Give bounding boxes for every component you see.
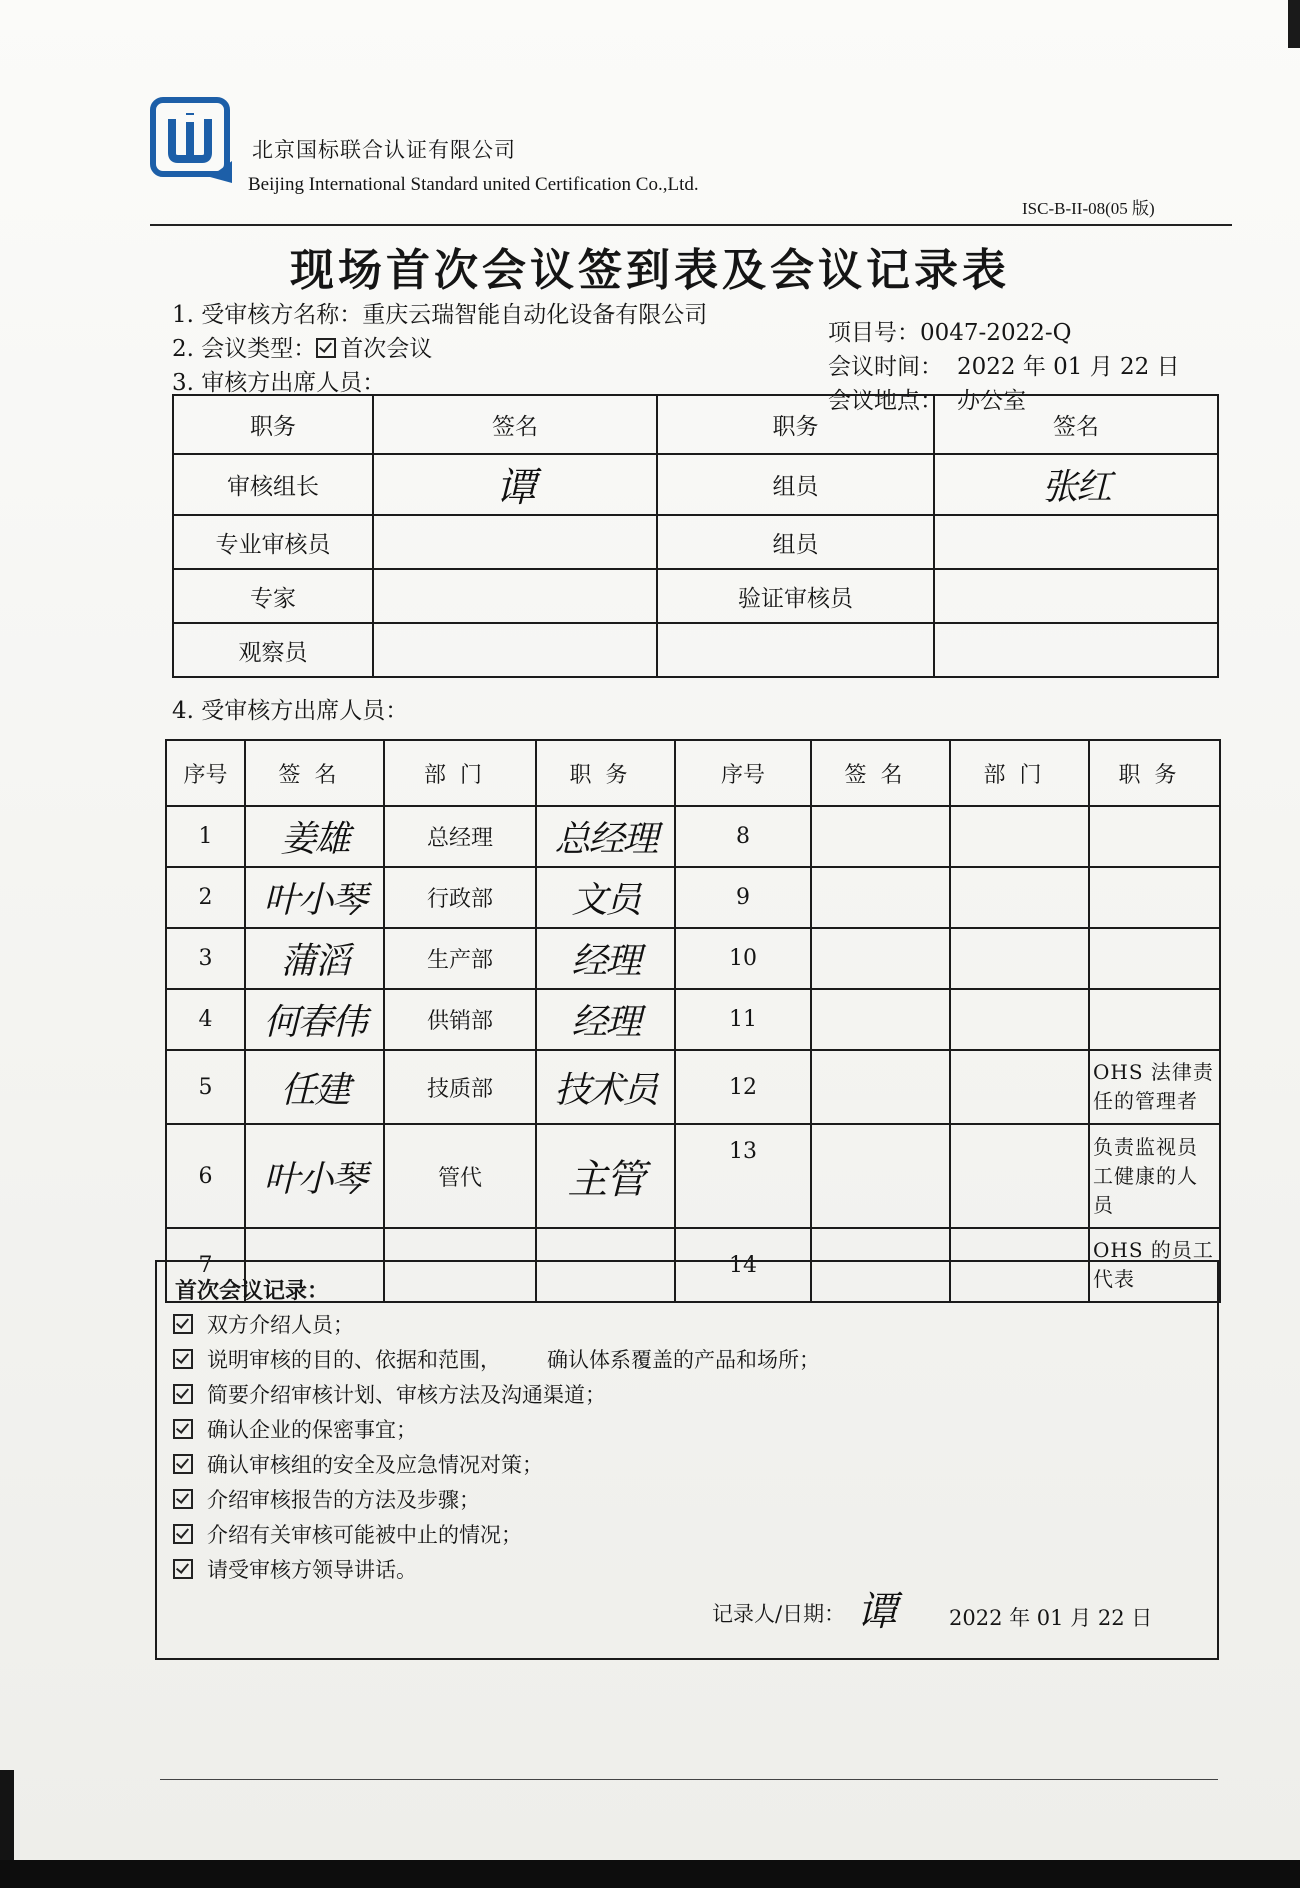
- scan-edge-mark: [0, 1860, 1300, 1888]
- row-number: 14: [675, 1228, 811, 1302]
- handwritten-signature: 叶小琴: [263, 880, 366, 921]
- project-number-line: [828, 314, 1071, 347]
- table-row: [166, 1050, 1220, 1124]
- checked-box-icon: [173, 1524, 193, 1544]
- position-cell: [536, 928, 675, 989]
- signature-cell: [811, 928, 950, 989]
- document-title: 现场首次会议签到表及会议记录表: [290, 245, 1010, 296]
- signature-cell: [245, 989, 384, 1050]
- checked-box-icon: [173, 1349, 193, 1369]
- list-item: [173, 1413, 820, 1448]
- minutes-checklist: [173, 1308, 820, 1588]
- checked-box-icon: [173, 1419, 193, 1439]
- position-cell: OHS 法律责任的管理者: [1089, 1050, 1220, 1124]
- row-number: 9: [675, 867, 811, 928]
- row-number: 7: [166, 1228, 245, 1302]
- checked-box-icon: [173, 1454, 193, 1474]
- role-cell: 组员: [657, 515, 934, 569]
- signature-cell: [373, 454, 657, 515]
- checklist-item-text: 介绍审核报告的方法及步骤；: [207, 1488, 480, 1512]
- row-number: 3: [166, 928, 245, 989]
- row-number: 1: [166, 806, 245, 867]
- department-cell: [950, 989, 1089, 1050]
- position-cell: [1089, 867, 1220, 928]
- header-cell: 职务: [1089, 740, 1220, 806]
- signature-cell: [373, 515, 657, 569]
- footer-divider: [160, 1779, 1218, 1780]
- role-cell: 审核组长: [173, 454, 373, 515]
- meeting-type-value: 首次会议: [340, 336, 433, 362]
- role-cell: 观察员: [173, 623, 373, 677]
- department-cell: 技质部: [384, 1050, 536, 1124]
- handwritten-signature: 张红: [1041, 467, 1110, 509]
- list-item: [173, 1518, 820, 1553]
- table-header-row: [173, 395, 1218, 454]
- checked-box-icon: [173, 1314, 193, 1334]
- list-item: [173, 1448, 820, 1483]
- recorder-label: 记录人/日期：: [712, 1602, 846, 1626]
- handwritten-position: 主管: [567, 1156, 644, 1203]
- department-cell: 管代: [384, 1124, 536, 1228]
- row-number: 6: [166, 1124, 245, 1228]
- header-cell: 职务: [173, 395, 373, 454]
- position-cell: [1089, 806, 1220, 867]
- checklist-item-text: 确认体系覆盖的产品和场所；: [547, 1348, 820, 1372]
- signature-cell: [934, 623, 1218, 677]
- handwritten-position: 文员: [571, 880, 640, 921]
- table-row: [173, 454, 1218, 515]
- role-cell: 专业审核员: [173, 515, 373, 569]
- meeting-time-value: 2022 年 01 月 22 日: [957, 354, 1180, 380]
- department-cell: [950, 1124, 1089, 1228]
- meeting-minutes-box: [155, 1260, 1219, 1660]
- handwritten-position: 经理: [571, 941, 640, 982]
- header-cell: 部门: [950, 740, 1089, 806]
- table-row: [166, 1124, 1220, 1228]
- audit-team-label: 3. 审核方出席人员：: [172, 370, 386, 396]
- handwritten-signature: 谭: [857, 1589, 895, 1635]
- signature-cell: [373, 569, 657, 623]
- position-cell: [536, 989, 675, 1050]
- signature-cell: [811, 1050, 950, 1124]
- table-row: [173, 623, 1218, 677]
- checklist-item-text: 确认审核组的安全及应急情况对策；: [207, 1453, 543, 1477]
- header-cell: 序号: [675, 740, 811, 806]
- signature-cell: [934, 569, 1218, 623]
- table-row: [166, 989, 1220, 1050]
- signature-cell: [245, 806, 384, 867]
- auditee-name-label: 1. 受审核方名称：: [172, 302, 363, 328]
- role-cell: 验证审核员: [657, 569, 934, 623]
- meeting-time-line: [828, 348, 1180, 381]
- handwritten-signature: 任建: [280, 1069, 349, 1111]
- handwritten-signature: 叶小琴: [263, 1158, 366, 1200]
- handwritten-signature: 何春伟: [263, 1002, 366, 1043]
- department-cell: [950, 867, 1089, 928]
- row-number: 13: [675, 1124, 811, 1228]
- signature-cell: [811, 989, 950, 1050]
- audit-team-table: [172, 394, 1219, 678]
- header-cell: 签名: [245, 740, 384, 806]
- table-row: [166, 928, 1220, 989]
- scan-edge-mark: [1288, 0, 1300, 48]
- recorder-signature-cell: [857, 1580, 895, 1637]
- row-number: 12: [675, 1050, 811, 1124]
- position-cell: [536, 867, 675, 928]
- header-cell: 职务: [657, 395, 934, 454]
- list-item: [173, 1553, 820, 1588]
- meeting-time-label: 会议时间：: [828, 354, 943, 380]
- department-cell: 供销部: [384, 989, 536, 1050]
- position-cell: OHS 的员工代表: [1089, 1228, 1220, 1302]
- company-name-cn: 北京国标联合认证有限公司: [252, 138, 516, 162]
- position-cell: [1089, 928, 1220, 989]
- handwritten-position: 技术员: [554, 1069, 657, 1111]
- list-item: [173, 1483, 820, 1518]
- checklist-item-text: 简要介绍审核计划、审核方法及沟通渠道；: [207, 1383, 606, 1407]
- header-cell: 职务: [536, 740, 675, 806]
- list-item: [173, 1308, 820, 1343]
- list-item: [173, 1343, 820, 1378]
- table-row: [173, 569, 1218, 623]
- meeting-place-value: 办公室: [957, 388, 1026, 414]
- header-divider: [150, 224, 1232, 226]
- signature-cell: [245, 867, 384, 928]
- role-cell: 专家: [173, 569, 373, 623]
- handwritten-signature: 谭: [496, 465, 534, 512]
- role-cell: [657, 623, 934, 677]
- row-number: 10: [675, 928, 811, 989]
- checklist-item-text: 双方介绍人员；: [207, 1313, 354, 1337]
- minutes-title: 首次会议记录：: [175, 1278, 330, 1304]
- company-name-en: Beijing International Standard united Certification Co.,Ltd.: [248, 174, 699, 195]
- position-cell: [1089, 989, 1220, 1050]
- meeting-type-label: 2. 会议类型：: [172, 336, 317, 362]
- checklist-item-text: 请受审核方领导讲话。: [207, 1558, 417, 1582]
- row-number: 4: [166, 989, 245, 1050]
- checked-box-icon: [316, 338, 336, 358]
- handwritten-position: 经理: [571, 1002, 640, 1043]
- table-row: [173, 515, 1218, 569]
- scan-edge-mark: [0, 1770, 14, 1860]
- department-cell: [950, 806, 1089, 867]
- meeting-place-label: 会议地点：: [828, 388, 943, 414]
- auditee-name-value: 重庆云瑞智能自动化设备有限公司: [362, 302, 708, 328]
- signature-cell: [811, 1124, 950, 1228]
- role-cell: 组员: [657, 454, 934, 515]
- checked-box-icon: [173, 1384, 193, 1404]
- auditee-attendees-label: 4. 受审核方出席人员：: [172, 698, 409, 724]
- checklist-item-text: 确认企业的保密事宜；: [207, 1418, 417, 1442]
- auditee-attendees-table: [165, 739, 1221, 1303]
- list-item: [173, 1378, 820, 1413]
- signature-cell: [245, 1050, 384, 1124]
- meeting-type-line: [172, 330, 432, 363]
- signature-cell: [811, 806, 950, 867]
- position-cell: 负责监视员工健康的人员: [1089, 1124, 1220, 1228]
- department-cell: 行政部: [384, 867, 536, 928]
- department-cell: 生产部: [384, 928, 536, 989]
- checklist-item-text: 介绍有关审核可能被中止的情况；: [207, 1523, 522, 1547]
- signature-cell: [934, 515, 1218, 569]
- table-row: [166, 867, 1220, 928]
- recorder-date: 2022 年 01 月 22 日: [949, 1606, 1153, 1630]
- department-cell: [950, 1050, 1089, 1124]
- row-number: 11: [675, 989, 811, 1050]
- checked-box-icon: [173, 1559, 193, 1579]
- row-number: 8: [675, 806, 811, 867]
- header-cell: 签名: [811, 740, 950, 806]
- position-cell: [536, 1050, 675, 1124]
- position-cell: [536, 806, 675, 867]
- signature-cell: [373, 623, 657, 677]
- signature-cell: [245, 928, 384, 989]
- form-code: ISC-B-II-08(05 版): [1022, 199, 1155, 218]
- header-cell: 签名: [934, 395, 1218, 454]
- signature-cell: [934, 454, 1218, 515]
- company-logo-icon: [150, 97, 234, 185]
- department-cell: [950, 928, 1089, 989]
- header-cell: 序号: [166, 740, 245, 806]
- auditee-name-line: [172, 296, 707, 329]
- checklist-item-text: 说明审核的目的、依据和范围，: [207, 1348, 501, 1372]
- signature-cell: [245, 1124, 384, 1228]
- handwritten-position: 总经理: [554, 819, 657, 860]
- project-number-label: 项目号：: [828, 320, 920, 346]
- row-number: 2: [166, 867, 245, 928]
- table-row: [166, 806, 1220, 867]
- checked-box-icon: [173, 1489, 193, 1509]
- row-number: 5: [166, 1050, 245, 1124]
- position-cell: [536, 1124, 675, 1228]
- header-cell: 部门: [384, 740, 536, 806]
- header-cell: 签名: [373, 395, 657, 454]
- signature-cell: [811, 867, 950, 928]
- table-header-row: [166, 740, 1220, 806]
- department-cell: 总经理: [384, 806, 536, 867]
- handwritten-signature: 蒲滔: [280, 941, 349, 982]
- project-number-value: 0047-2022-Q: [920, 320, 1072, 346]
- handwritten-signature: 姜雄: [280, 819, 349, 860]
